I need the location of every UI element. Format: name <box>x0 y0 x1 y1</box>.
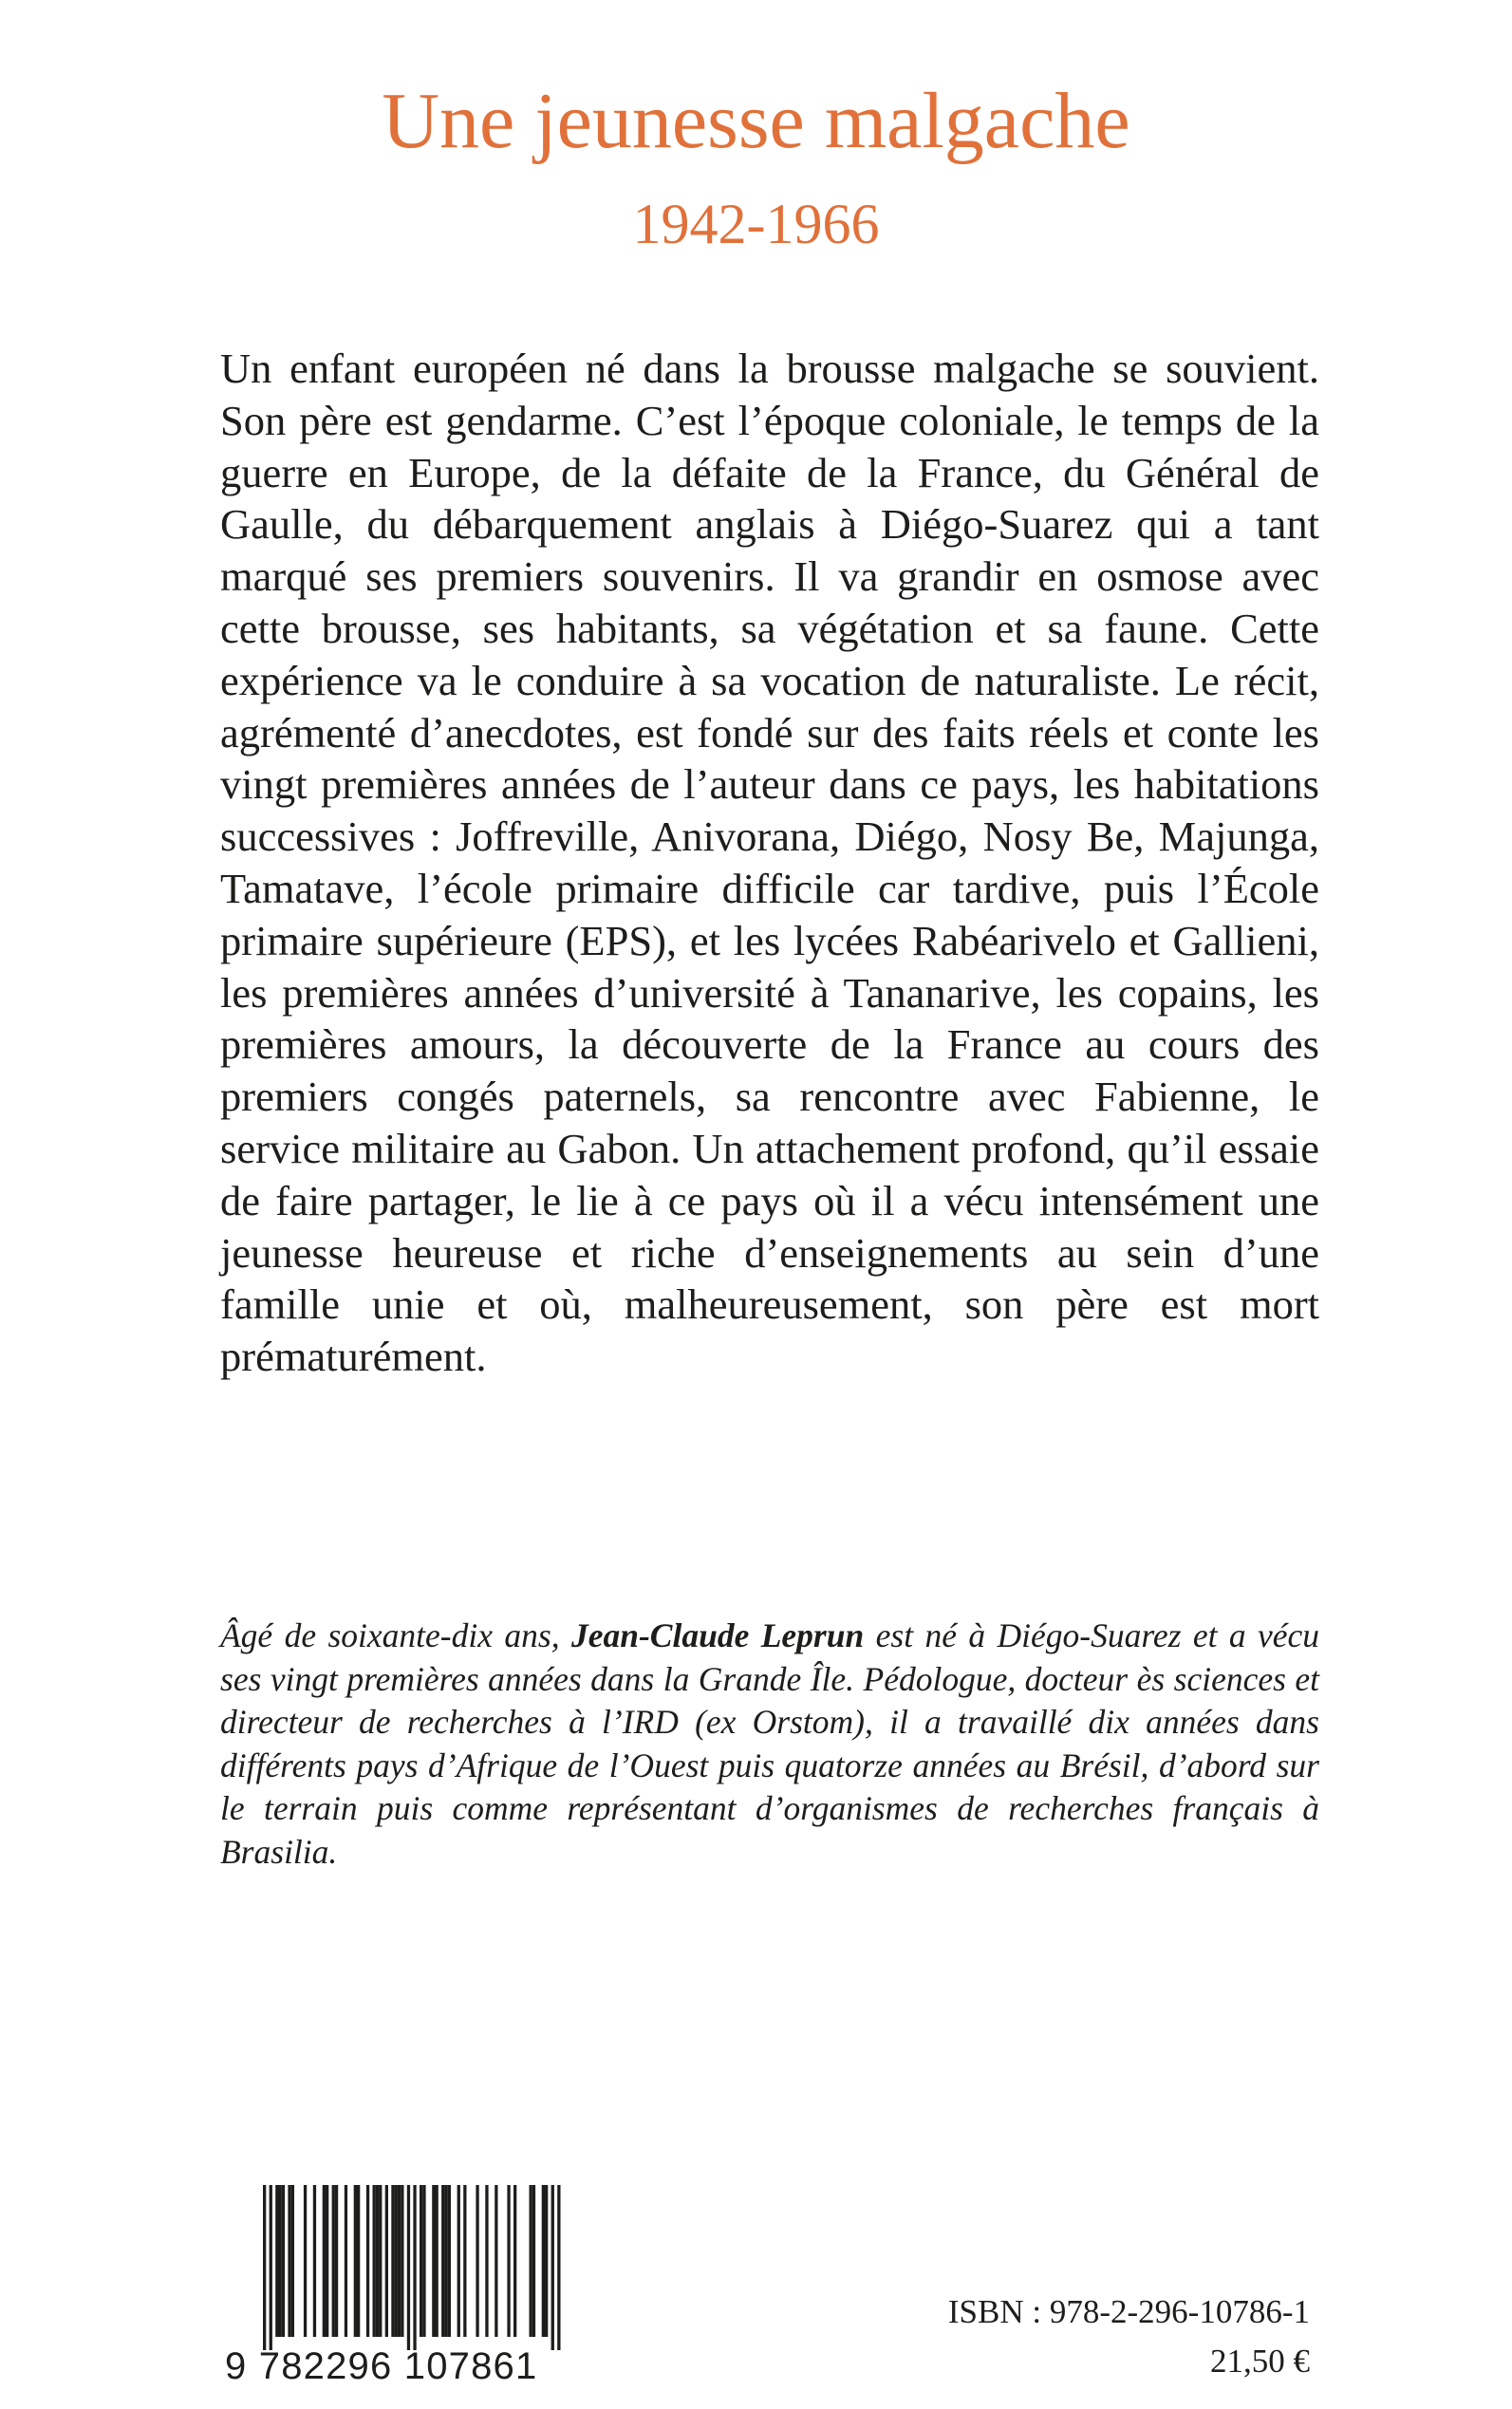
barcode-bars <box>225 2185 595 2350</box>
barcode-bar <box>275 2185 278 2337</box>
barcode-bar <box>420 2185 422 2337</box>
barcode-bar <box>476 2185 478 2337</box>
barcode-bar <box>288 2185 290 2337</box>
barcode-bar <box>373 2185 376 2337</box>
barcode-icon <box>225 2185 595 2350</box>
barcode-bar <box>457 2185 460 2337</box>
barcode-bar <box>326 2185 328 2337</box>
barcode-bar <box>376 2185 379 2337</box>
barcode-bar <box>379 2185 382 2337</box>
barcode-bar <box>436 2185 439 2337</box>
barcode-bar <box>413 2185 416 2350</box>
barcode-bar <box>282 2185 285 2337</box>
barcode-bar <box>407 2185 410 2350</box>
barcode-bar <box>345 2185 347 2337</box>
barcode-bar <box>530 2185 532 2337</box>
barcode-bar <box>551 2185 554 2350</box>
barcode-bar <box>366 2185 369 2337</box>
barcode-bar <box>545 2185 548 2337</box>
barcode-digits: 9 782296 107861 <box>225 2345 538 2387</box>
isbn-label: ISBN : 978-2-296-10786-1 <box>947 2293 1310 2330</box>
barcode-bar <box>279 2185 282 2337</box>
barcode-bar <box>385 2185 388 2337</box>
barcode-bar <box>422 2185 425 2337</box>
barcode-bar <box>398 2185 401 2337</box>
barcode-bar <box>323 2185 326 2337</box>
book-title: Une jeunesse malgache <box>382 77 1130 165</box>
author-bio <box>220 1615 1319 1874</box>
barcode-bar <box>304 2185 307 2337</box>
barcode-bar <box>335 2185 338 2337</box>
back-cover-blurb: Un enfant européen né dans la brousse malgache se souvient. Son père est gendarme. C’est l’époque coloniale, le temps de la guerre en Europe, de la défaite de la France, du Général de Gaulle, du débarquement anglais à Diégo-Suarez qui a tant marqué ses premiers souvenirs. Il va grandir en osmose avec cette brousse, ses habitants, sa végétation et sa faune. Cette expérience va le conduire à sa vocation de naturaliste. Le récit, agrémenté d’anecdotes, est fondé sur des faits réels et conte les vingt premières années de l’auteur dans ce pays, les habitations successives : Joffreville, Anivorana, Diégo, Nosy Be, Majunga, Tamatave, l’école primaire difficile car tardive, puis l’École primaire supérieure (EPS), et les lycées Rabéarivelo et Gallieni, les premières années d’université à Tananarive, les copains, les premières amours, la découverte de la France au cours des premiers congés paternels, sa rencontre avec Fabienne, le service militaire au Gabon. Un attachement profond, qu’il essaie de faire partager, le lie à ce pays où il a vécu intensément une jeunesse heureuse et riche d’enseignements au sein d’une famille unie et où, malheureusement, son père est mort prématurément. <box>220 345 1319 1381</box>
barcode-bar <box>332 2185 335 2337</box>
barcode-bar <box>432 2185 435 2337</box>
book-years: 1942-1966 <box>632 193 880 255</box>
barcode-bar <box>441 2185 444 2337</box>
bio-intro: Âgé de soixante-dix ans, <box>220 1616 560 1654</box>
author-name: Jean-Claude Leprun <box>570 1616 865 1654</box>
barcode-bar <box>391 2185 394 2337</box>
barcode-bar <box>270 2185 272 2350</box>
barcode-bar <box>495 2185 497 2337</box>
barcode-bar <box>513 2185 516 2337</box>
price-label: 21,50 € <box>1210 2343 1310 2380</box>
barcode-bar <box>542 2185 545 2337</box>
barcode-bar <box>485 2185 488 2337</box>
bio-text: est né à Diégo-Suarez et a vécu ses vingt premières années dans la Grande Île. Pédologue, docteur ès sciences et directeur de recherches à l’IRD (ex Orstom), il a travaillé dix années dans différents pays d’Afrique de l’Ouest puis quatorze années au Brésil, d’abord sur le terrain puis comme représentant d’organismes de recherches français à Brasilia. <box>220 1616 1320 1871</box>
barcode-bar <box>557 2185 560 2350</box>
barcode-bar <box>354 2185 357 2337</box>
barcode-bar <box>291 2185 294 2337</box>
barcode-bar <box>507 2185 510 2337</box>
barcode-bar <box>463 2185 466 2337</box>
barcode-bar <box>263 2185 266 2350</box>
barcode-bar <box>313 2185 316 2337</box>
barcode-bar <box>532 2185 535 2337</box>
barcode-bar <box>401 2185 403 2337</box>
barcode-bar <box>395 2185 398 2337</box>
barcode-bar <box>448 2185 451 2337</box>
barcode-bar <box>444 2185 447 2337</box>
barcode-bar <box>357 2185 360 2337</box>
